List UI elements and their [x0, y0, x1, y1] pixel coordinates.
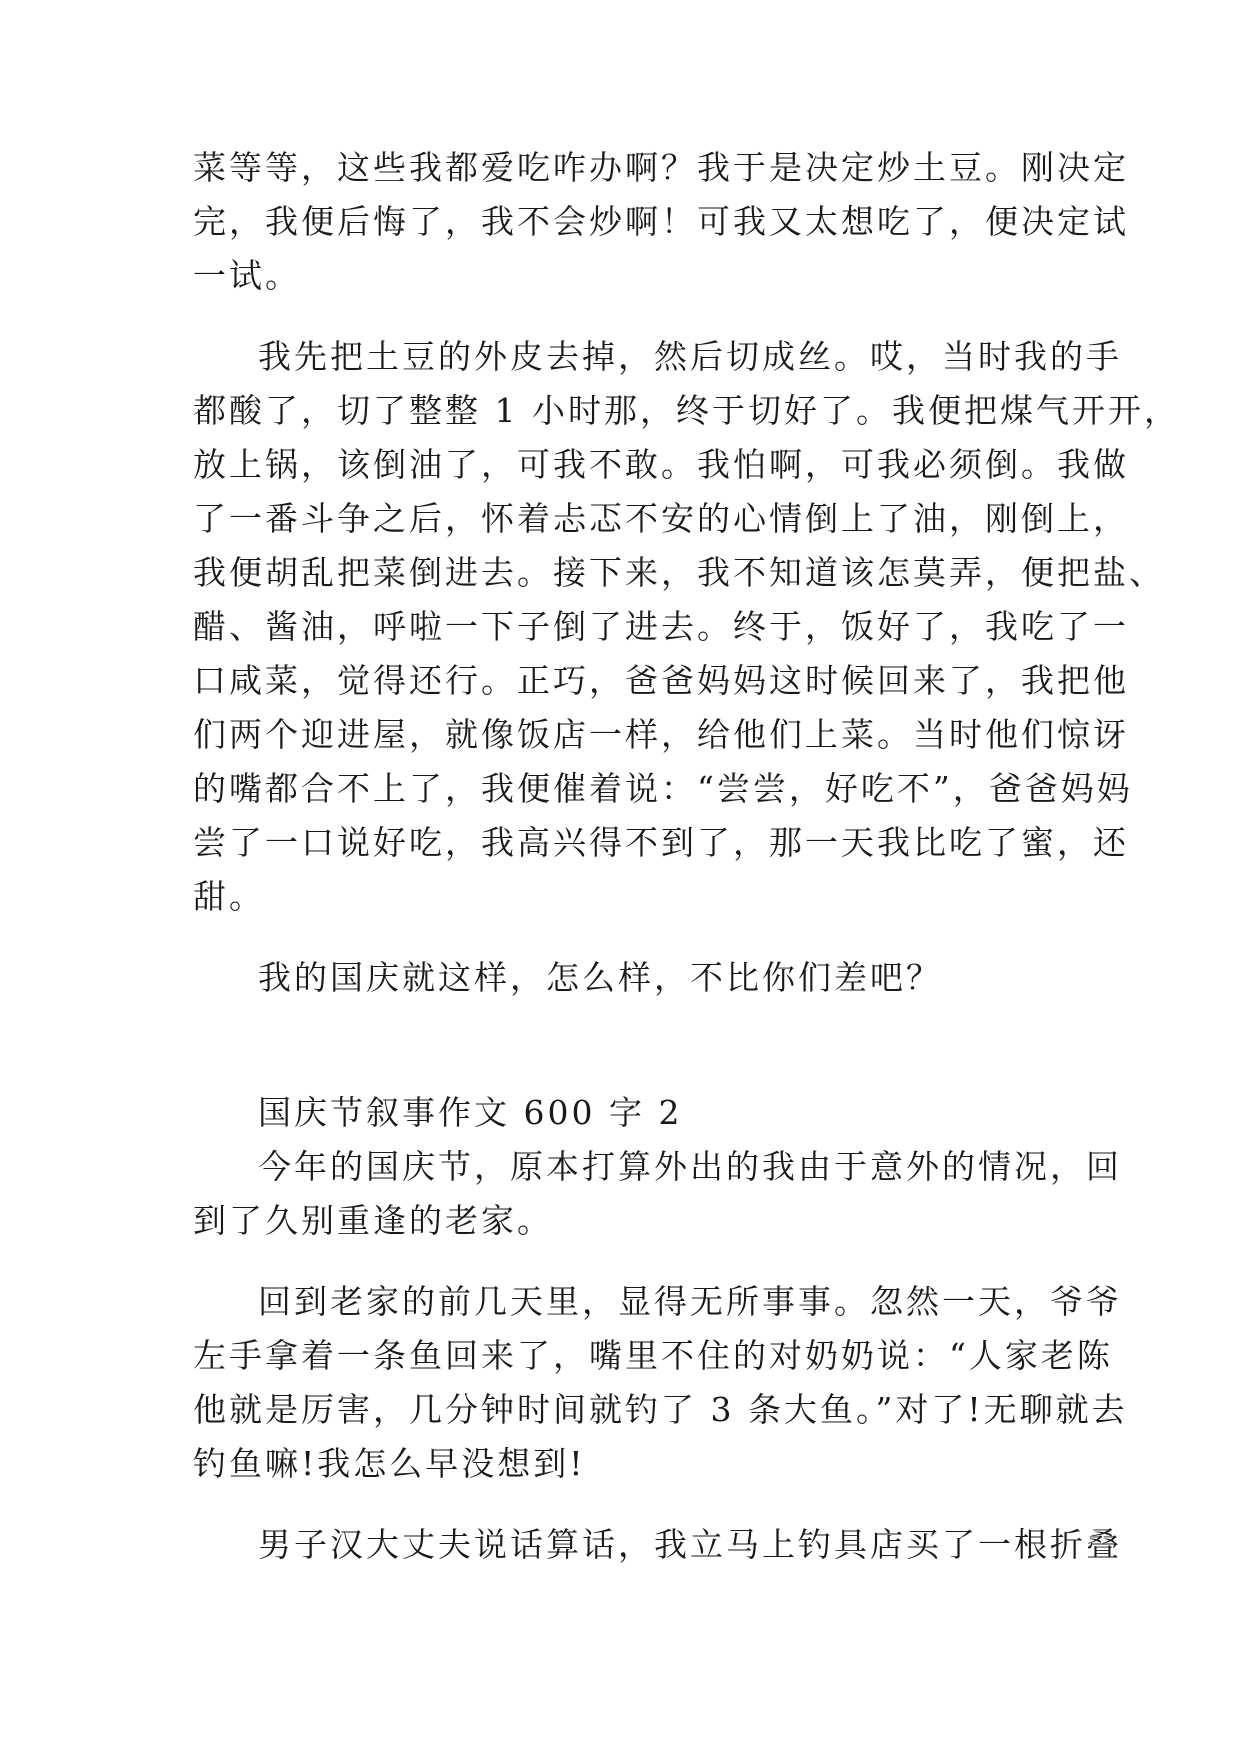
- paragraph-line: 放上锅，该倒油了，可我不敢。我怕啊，可我必须倒。我做: [193, 445, 1129, 484]
- paragraph-line: 我便胡乱把菜倒进去。接下来，我不知道该怎莫弄，便把盐、: [193, 553, 1165, 592]
- paragraph-line: 了一番斗争之后，怀着忐忑不安的心情倒上了油，刚倒上，: [193, 499, 1129, 538]
- paragraph-line: 钓鱼嘛!我怎么早没想到!: [193, 1444, 586, 1483]
- paragraph-line: 们两个迎进屋，就像饭店一样，给他们上菜。当时他们惊讶: [193, 715, 1129, 754]
- paragraph-line: 回到老家的前几天里，显得无所事事。忽然一天，爷爷: [258, 1282, 1122, 1321]
- paragraph-line: 我先把土豆的外皮去掉，然后切成丝。哎，当时我的手: [258, 337, 1122, 376]
- paragraph-line: 一试。: [193, 256, 301, 295]
- paragraph-line: 甜。: [193, 877, 265, 916]
- section-heading: 国庆节叙事作文 600 字 2: [258, 1093, 683, 1132]
- paragraph-line: 尝了一口说好吃，我高兴得不到了，那一天我比吃了蜜，还: [193, 823, 1129, 862]
- paragraph-line: 到了久别重逢的老家。: [193, 1201, 553, 1240]
- paragraph-line: 口咸菜，觉得还行。正巧，爸爸妈妈这时候回来了，我把他: [193, 661, 1129, 700]
- paragraph-line: 今年的国庆节，原本打算外出的我由于意外的情况，回: [258, 1147, 1122, 1186]
- paragraph-line: 他就是厉害，几分钟时间就钓了 3 条大鱼。”对了!无聊就去: [193, 1390, 1128, 1429]
- paragraph-line: 男子汉大丈夫说话算话，我立马上钓具店买了一根折叠: [258, 1525, 1122, 1564]
- paragraph-line: 都酸了，切了整整 1 小时那，终于切好了。我便把煤气开开，: [193, 391, 1180, 430]
- paragraph-line: 完，我便后悔了，我不会炒啊！可我又太想吃了，便决定试: [193, 202, 1129, 241]
- paragraph-line: 我的国庆就这样，怎么样，不比你们差吧？: [258, 958, 942, 997]
- paragraph-line: 左手拿着一条鱼回来了，嘴里不住的对奶奶说：“人家老陈: [193, 1336, 1113, 1375]
- paragraph-line: 醋、酱油，呼啦一下子倒了进去。终于，饭好了，我吃了一: [193, 607, 1129, 646]
- paragraph-line: 的嘴都合不上了，我便催着说：“尝尝，好吃不”，爸爸妈妈: [193, 769, 1133, 808]
- paragraph-line: 菜等等，这些我都爱吃咋办啊？我于是决定炒土豆。刚决定: [193, 148, 1129, 187]
